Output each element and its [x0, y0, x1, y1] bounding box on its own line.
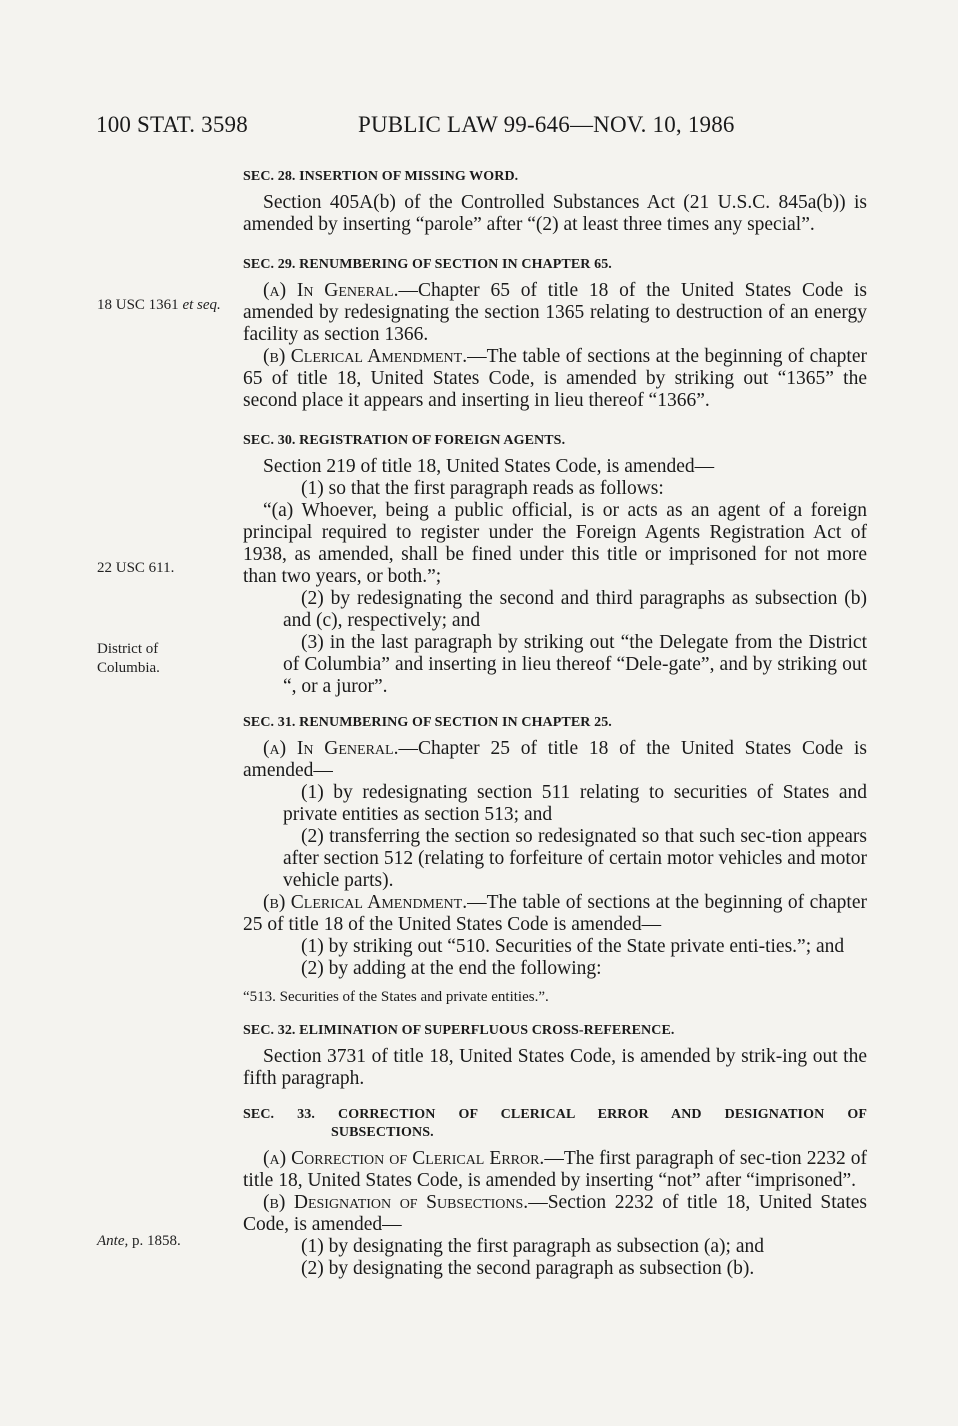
section-28 — [243, 168, 867, 236]
margin-note-18-usc-1361: 18 USC 1361 et seq. — [97, 297, 221, 313]
statute-page-number: 100 STAT. 3598 — [96, 112, 248, 137]
section-31 — [243, 714, 867, 1008]
paragraph: (a) In General.—Chapter 65 of title 18 of the United States Code is amended by redesignating the section 1365 relating to destruction of an energy facility as section 1366. — [243, 280, 868, 345]
paragraph: (b) Designation of Subsections.—Section 2232 of title 18, United States Code, is amended— — [243, 1192, 867, 1235]
list-item: (1) by designating the first paragraph as subsection (a); and — [301, 1236, 764, 1257]
section-32 — [243, 1022, 867, 1090]
paragraph: (a) In General.—Chapter 25 of title 18 of the United States Code is amended— — [243, 738, 868, 781]
paragraph: Section 219 of title 18, United States Code, is amended— — [263, 456, 715, 477]
section-heading: SEC. 32. ELIMINATION OF SUPERFLUOUS CROSS-REFERENCE. — [243, 1023, 675, 1038]
paragraph: Section 3731 of title 18, United States Code, is amended by strik-ing out the fifth paragraph. — [243, 1046, 867, 1089]
list-item: (1) by redesignating section 511 relating to securities of States and private entities as section 513; and — [283, 782, 867, 825]
margin-note-22-usc-611: 22 USC 611. — [97, 560, 175, 576]
paragraph: (b) Clerical Amendment.—The table of sections at the beginning of chapter 65 of title 18, United States Code, is amended by striking out “1365” the second place it appears and inserting in lieu thereof “1366”. — [243, 346, 867, 411]
section-heading: SEC. 28. INSERTION OF MISSING WORD. — [243, 169, 519, 184]
list-item: (2) transferring the section so redesignated so that such sec-tion appears after section 512 (relating to forfeiture of certain motor vehicles and motor vehicle parts). — [283, 826, 867, 891]
quoted-paragraph: “(a) Whoever, being a public official, is or acts as an agent of a foreign principal required to register under the Foreign Agents Registration Act of 1938, as amended, shall be fined under this title or imprisoned for not more than two years, or both.”; — [243, 500, 867, 587]
section-heading: SEC. 33. CORRECTION OF CLERICAL ERROR AND DESIGNATION OF SUBSECTIONS. — [243, 1107, 867, 1140]
document-body — [243, 168, 867, 1280]
section-heading: SEC. 31. RENUMBERING OF SECTION IN CHAPTER 25. — [243, 715, 612, 730]
public-law-title: PUBLIC LAW 99-646—NOV. 10, 1986 — [358, 112, 735, 137]
list-item: (2) by redesignating the second and third paragraphs as subsection (b) and (c), respectively; and — [283, 588, 867, 631]
section-33 — [243, 1106, 867, 1280]
list-item: (3) in the last paragraph by striking out “the Delegate from the District of Columbia” and inserting in lieu thereof “Dele-gate”, and by striking out “, or a juror”. — [283, 632, 867, 697]
section-30 — [243, 432, 867, 698]
section-heading: SEC. 29. RENUMBERING OF SECTION IN CHAPTER 65. — [243, 257, 612, 272]
section-29 — [243, 256, 867, 412]
margin-note-district-of-columbia: District of Columbia. — [97, 641, 160, 676]
list-item: (1) by striking out “510. Securities of the State private enti-ties.”; and — [301, 936, 845, 957]
quoted-table-entry: “513. Securities of the States and private entities.”. — [243, 989, 549, 1005]
list-item: (2) by designating the second paragraph as subsection (b). — [301, 1258, 755, 1279]
section-heading: SEC. 30. REGISTRATION OF FOREIGN AGENTS. — [243, 433, 566, 448]
list-item: (1) so that the first paragraph reads as follows: — [301, 478, 664, 499]
paragraph: (b) Clerical Amendment.—The table of sections at the beginning of chapter 25 of title 18 of the United States Code is amended— — [243, 892, 867, 935]
paragraph: (a) Correction of Clerical Error.—The first paragraph of sec-tion 2232 of title 18, United States Code, is amended by inserting “not” after “imprisoned”. — [243, 1148, 867, 1191]
list-item: (2) by adding at the end the following: — [301, 958, 602, 979]
paragraph: Section 405A(b) of the Controlled Substances Act (21 U.S.C. 845a(b)) is amended by inserting “parole” after “(2) at least three times any special”. — [243, 192, 867, 235]
margin-note-ante: Ante, p. 1858. — [97, 1233, 181, 1249]
